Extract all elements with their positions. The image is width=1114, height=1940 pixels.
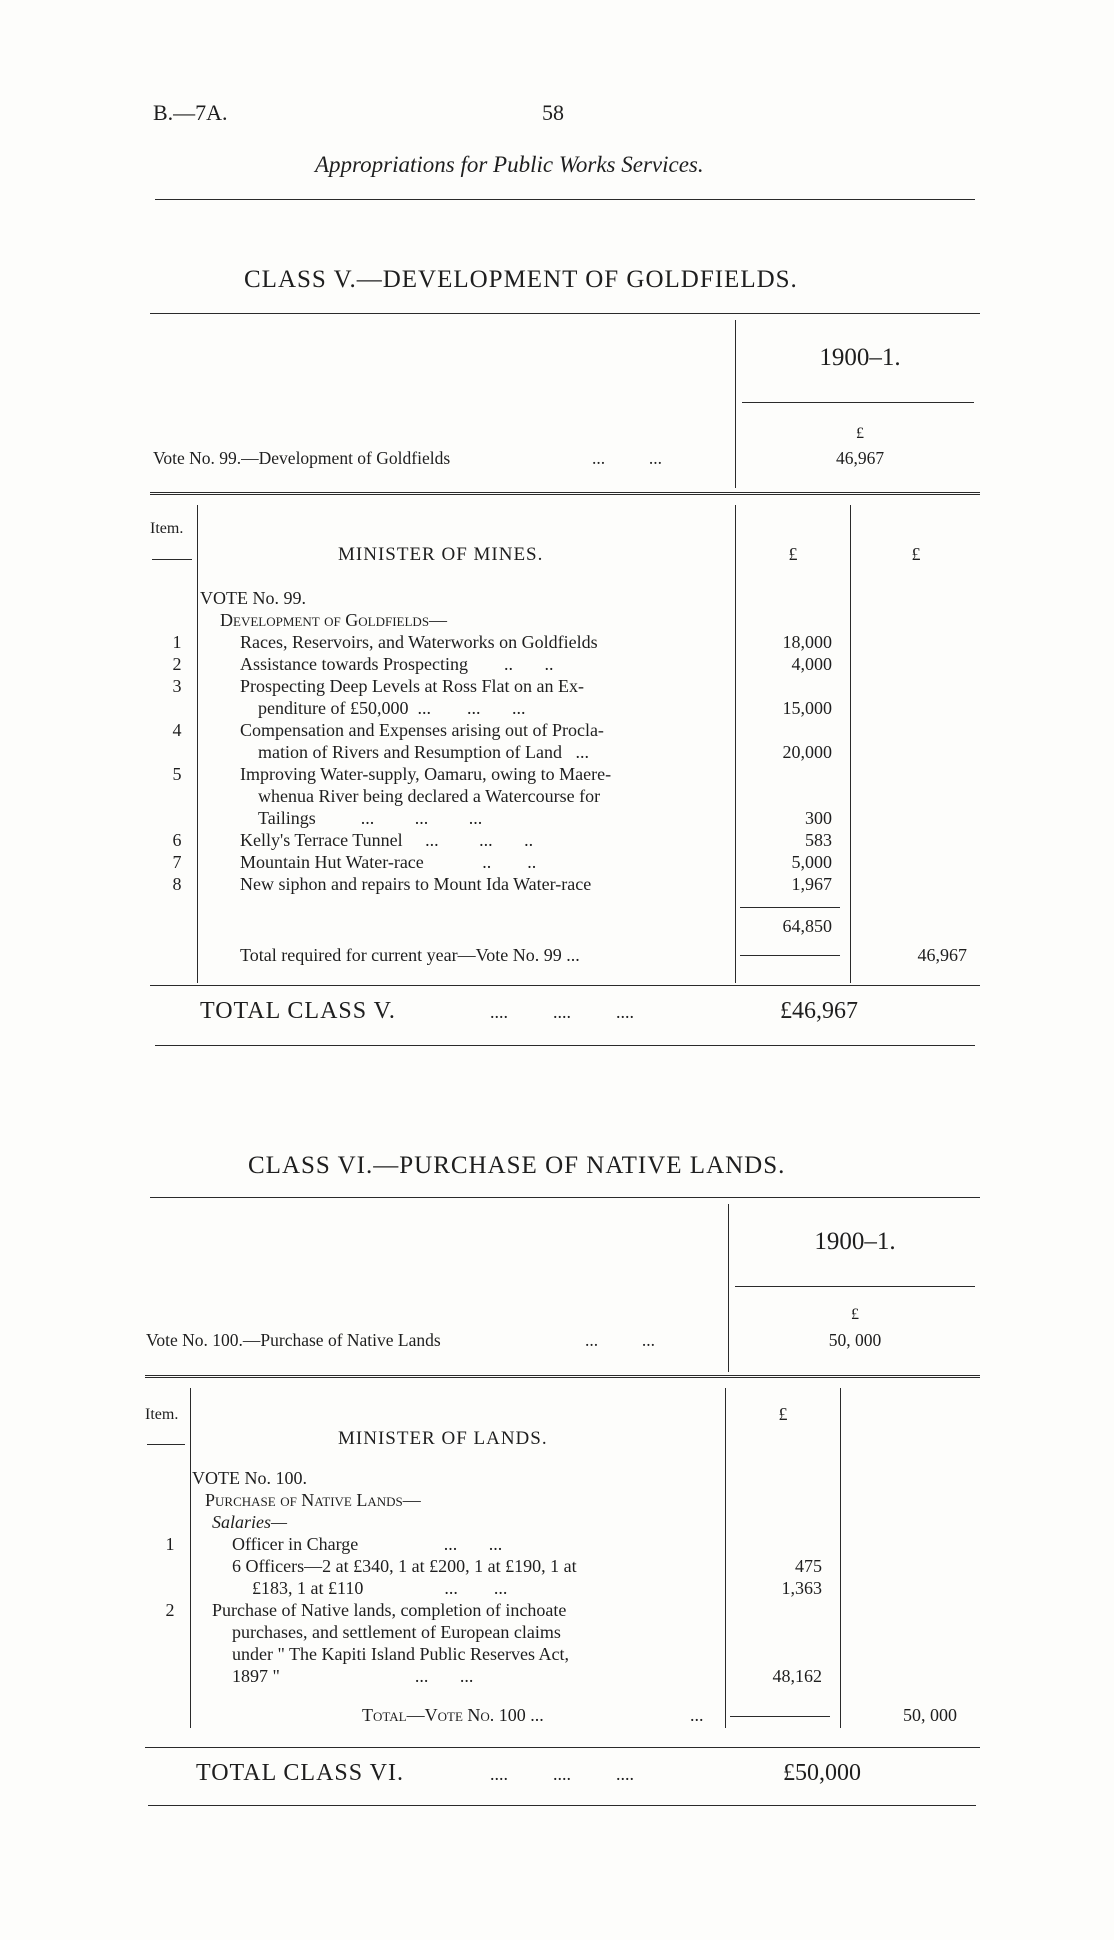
item-description: Races, Reservoirs, and Waterworks on Goldfields xyxy=(240,632,598,652)
item-description: mation of Rivers and Resumption of Land ... xyxy=(258,742,589,762)
col1-unit: £ xyxy=(788,544,798,564)
item-number: 3 xyxy=(172,676,182,696)
item-header: Item. xyxy=(150,520,184,537)
vote-heading: Development of Goldfields— xyxy=(220,610,448,630)
summary-vote-label: Vote No. 100.—Purchase of Native Lands xyxy=(146,1330,441,1350)
vote-heading: Purchase of Native Lands— xyxy=(205,1490,421,1510)
item-col-divider xyxy=(190,1388,191,1728)
item-number: 2 xyxy=(165,1600,175,1620)
summary-divider xyxy=(735,320,736,488)
summary-dots: ... ... xyxy=(585,1330,655,1350)
summary-unit: £ xyxy=(851,1306,859,1323)
item-number: 4 xyxy=(172,720,182,740)
salaries-subheading: Salaries— xyxy=(212,1512,288,1532)
item-number: 7 xyxy=(172,852,182,872)
item-description: Mountain Hut Water-race .. .. xyxy=(240,852,537,872)
summary-bottom-rule xyxy=(150,492,980,495)
class-total-bottom-rule xyxy=(155,1045,975,1046)
total-col-divider xyxy=(840,1388,841,1728)
total-label: Total—Vote No. 100 ... xyxy=(362,1705,544,1725)
summary-amount: 50, 000 xyxy=(828,1330,882,1350)
year-header: 1900–1. xyxy=(814,1228,896,1255)
minister-heading: MINISTER OF MINES. xyxy=(338,544,544,565)
item-header: Item. xyxy=(145,1406,179,1423)
item-description: Assistance towards Prospecting .. .. xyxy=(240,654,554,674)
item-description: 6 Officers—2 at £340, 1 at £200, 1 at £190, 1 at xyxy=(232,1556,577,1576)
total-label: Total required for current year—Vote No. 99 ... xyxy=(240,945,580,965)
item-description: Purchase of Native lands, completion of inchoate xyxy=(212,1600,567,1620)
item-amount: 20,000 xyxy=(782,742,832,762)
class-total-dots: .... .... .... xyxy=(490,1764,634,1784)
item-amount: 18,000 xyxy=(782,632,832,652)
vote-line: VOTE No. 99. xyxy=(200,588,306,608)
year-header: 1900–1. xyxy=(819,344,901,371)
item-description: under " The Kapiti Island Public Reserves Act, xyxy=(232,1644,569,1664)
minister-heading: MINISTER OF LANDS. xyxy=(338,1428,548,1449)
summary-divider xyxy=(728,1204,729,1372)
class-title: CLASS V.—DEVELOPMENT OF GOLDFIELDS. xyxy=(244,266,798,293)
year-rule xyxy=(735,1286,975,1287)
item-col-divider xyxy=(197,505,198,983)
item-amount: 4,000 xyxy=(791,654,832,674)
total-amount: 46,967 xyxy=(917,945,967,965)
summary-dots: ... ... xyxy=(592,448,662,468)
summary-vote-label: Vote No. 99.—Development of Goldfields xyxy=(153,448,451,468)
col1-unit: £ xyxy=(778,1404,788,1424)
item-number: 2 xyxy=(172,654,182,674)
item-number: 1 xyxy=(165,1534,175,1554)
total-col-divider xyxy=(850,505,851,983)
summary-top-rule xyxy=(150,1197,980,1198)
item-description: £183, 1 at £110 ... ... xyxy=(252,1578,508,1598)
item-description: whenua River being declared a Watercourse for xyxy=(258,786,601,806)
item-description: 1897 " ... ... xyxy=(232,1666,474,1686)
item-description: Compensation and Expenses arising out of Procla- xyxy=(240,720,604,740)
class-total-label: TOTAL CLASS V. xyxy=(200,998,396,1024)
item-description: penditure of £50,000 ... ... ... xyxy=(258,698,526,718)
item-number: 5 xyxy=(172,764,182,784)
item-amount: 475 xyxy=(795,1556,822,1576)
item-number: 8 xyxy=(172,874,182,894)
item-header-rule xyxy=(152,559,192,560)
item-description: Tailings ... ... ... xyxy=(258,808,483,828)
item-amount: 5,000 xyxy=(791,852,832,872)
class-total-top-rule xyxy=(145,1747,980,1748)
class-total-dots: .... .... .... xyxy=(490,1002,634,1022)
total-amount: 50, 000 xyxy=(903,1705,957,1725)
summary-bottom-rule xyxy=(145,1375,980,1378)
page-number: 58 xyxy=(542,100,564,125)
running-title: Appropriations for Public Works Services. xyxy=(315,152,704,177)
total-rule xyxy=(740,955,840,956)
header-rule xyxy=(155,199,975,200)
subtotal-amount: 64,850 xyxy=(782,916,832,936)
class-total-top-rule xyxy=(150,985,980,986)
item-amount: 1,363 xyxy=(781,1578,822,1598)
class-total-amount: £50,000 xyxy=(783,1760,861,1786)
item-header-rule xyxy=(147,1444,185,1445)
page-ref: B.—7A. xyxy=(153,100,228,125)
item-amount: 15,000 xyxy=(782,698,832,718)
summary-unit: £ xyxy=(856,425,864,442)
item-description: New siphon and repairs to Mount Ida Water-race xyxy=(240,874,592,894)
item-number: 6 xyxy=(172,830,182,850)
item-amount: 1,967 xyxy=(791,874,832,894)
summary-amount: 46,967 xyxy=(835,448,885,468)
class-total-label: TOTAL CLASS VI. xyxy=(196,1760,404,1786)
class-total-amount: £46,967 xyxy=(780,998,858,1024)
item-description: Prospecting Deep Levels at Ross Flat on an Ex- xyxy=(240,676,584,696)
year-rule xyxy=(742,402,974,403)
item-description: Improving Water-supply, Oamaru, owing to Maere- xyxy=(240,764,612,784)
item-number: 1 xyxy=(172,632,182,652)
item-amount: 300 xyxy=(805,808,832,828)
item-description: purchases, and settlement of European claims xyxy=(232,1622,561,1642)
vote-line: VOTE No. 100. xyxy=(192,1468,307,1488)
total-rule xyxy=(730,1716,830,1717)
col2-unit: £ xyxy=(911,544,921,564)
class-total-bottom-rule xyxy=(148,1805,976,1806)
item-description: Kelly's Terrace Tunnel ... ... .. xyxy=(240,830,534,850)
item-amount: 583 xyxy=(805,830,832,850)
summary-top-rule xyxy=(150,313,980,314)
item-description: Officer in Charge ... ... xyxy=(232,1534,503,1554)
subtotal-rule xyxy=(740,907,840,908)
class-title: CLASS VI.—PURCHASE OF NATIVE LANDS. xyxy=(248,1152,786,1179)
item-amount: 48,162 xyxy=(772,1666,822,1686)
total-dots: ... xyxy=(690,1705,704,1725)
